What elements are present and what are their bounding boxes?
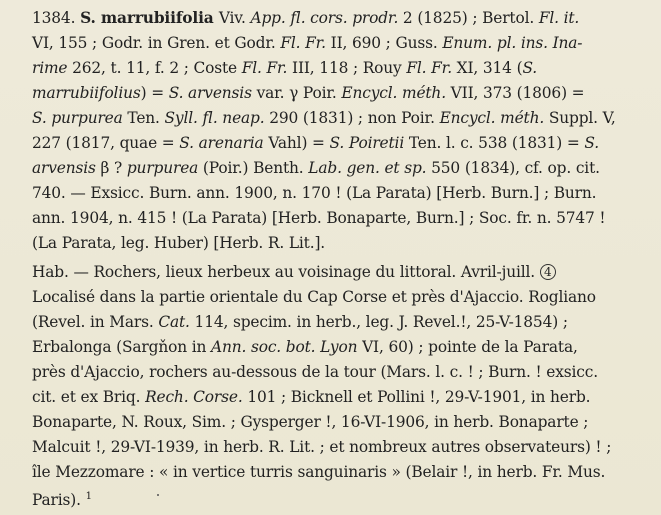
text-run: 227 (1817, quae = <box>32 134 180 152</box>
text-run: Rech. Corse. <box>145 388 243 406</box>
text-run: cit. et ex Briq. <box>32 388 146 406</box>
entry-line <box>32 233 325 253</box>
text-run: Vahl) = <box>263 134 330 152</box>
text-run: Lab. gen. et sp. <box>308 159 427 177</box>
text-run: β ? <box>95 159 127 177</box>
habitat-line <box>32 487 92 510</box>
entry-line <box>32 58 537 78</box>
text-run: Enum. pl. ins. Ina- <box>442 34 583 52</box>
habitat-line <box>32 262 556 282</box>
text-run: Erbalonga (Sargňon in <box>32 338 211 356</box>
text-run: purpurea <box>126 159 199 177</box>
entry-number: 1384. <box>32 9 81 27</box>
text-run: 550 (1834), cf. op. cit. <box>426 159 600 177</box>
text-run: Ten. l. c. 538 (1831) = <box>404 134 585 152</box>
text-run: II, 690 ; Guss. <box>325 34 443 52</box>
text-run: Fl. it. <box>538 9 580 27</box>
text-run: Hab. — Rochers, lieux herbeux au voisinage du littoral. Avril-juill. <box>32 263 540 281</box>
habitat-line <box>32 387 590 407</box>
text-run: rime <box>32 59 68 77</box>
entry-line <box>32 33 582 53</box>
entry-line <box>32 158 600 178</box>
text-run: S. <box>584 134 599 152</box>
habitat-line <box>32 462 605 482</box>
text-run: var. γ Poir. <box>251 84 342 102</box>
entry-line <box>32 183 596 203</box>
habitat-line <box>32 437 611 457</box>
text-run: 2 (1825) ; Bertol. <box>398 9 539 27</box>
text-run: S. Poiretii <box>329 134 405 152</box>
text-run: S. <box>522 59 538 77</box>
text-run: App. fl. cors. prodr. <box>250 9 399 27</box>
species-name: marrubiifolia <box>100 9 219 27</box>
text-run: 290 (1831) ; non Poir. <box>264 109 440 127</box>
text-run: Paris). <box>32 491 86 510</box>
text-run: 101 ; Bicknell et Pollini !, 29-V-1901, in herb. <box>242 388 591 406</box>
text-run: Encycl. méth. <box>341 84 446 102</box>
text-run: île Mezzomare : « in vertice turris sanguinaris » (Belair !, in herb. Fr. Mus. <box>32 463 606 481</box>
text-run: Localisé dans la partie orientale du Cap Corse et près d'Ajaccio. Rogliano <box>32 288 596 306</box>
text-run: arvensis <box>32 159 96 177</box>
text-run: Encycl. méth. <box>439 109 545 127</box>
text-run: VII, 373 (1806) = <box>445 84 585 102</box>
habitat-line <box>32 287 596 307</box>
text-run: S. arvensis <box>168 84 252 102</box>
text-run: Suppl. V, <box>544 109 616 127</box>
entry-line <box>32 208 605 228</box>
genus-abbrev: S. <box>80 9 101 27</box>
print-speck <box>157 494 159 496</box>
text-run: Malcuit !, 29-VI-1939, in herb. R. Lit. ; et nombreux autres observateurs) ! ; <box>32 438 612 456</box>
text-run: Ann. soc. bot. Lyon <box>210 338 358 356</box>
text-run: (Poir.) Benth. <box>198 159 309 177</box>
perennial-symbol-icon: 4 <box>540 264 556 280</box>
entry-line <box>32 108 616 128</box>
text-run: III, 118 ; Rouy <box>287 59 407 77</box>
text-run: Cat. <box>158 313 190 331</box>
entry-line <box>32 133 599 153</box>
text-run: S. purpurea <box>32 109 123 127</box>
text-run: Bonaparte, N. Roux, Sim. ; Gysperger !, 16-VI-1906, in herb. Bonaparte ; <box>32 413 589 431</box>
text-run: 740. — Exsicc. Burn. ann. 1900, n. 170 ! (La Parata) [Herb. Burn.] ; Burn. <box>32 184 597 202</box>
entry-line <box>32 83 584 103</box>
habitat-line <box>32 362 598 382</box>
entry-line <box>32 8 579 28</box>
habitat-line <box>32 337 578 357</box>
text-run: ann. 1904, n. 415 ! (La Parata) [Herb. Bonaparte, Burn.] ; Soc. fr. n. 5747 ! <box>32 209 606 227</box>
text-run: ) = <box>140 84 169 102</box>
text-run: 114, specim. in herb., leg. J. Revel.!, 25-V-1854) ; <box>189 313 568 331</box>
text-run: Fl. Fr. <box>241 59 288 77</box>
text-run: (La Parata, leg. Huber) [Herb. R. Lit.]. <box>32 234 326 252</box>
text-run: VI, 155 ; Godr. in Gren. et Godr. <box>32 34 281 52</box>
footnote-marker: 1 <box>85 491 92 502</box>
text-run: Fl. Fr. <box>280 34 326 52</box>
text-run: Fl. Fr. <box>406 59 452 77</box>
text-run: (Revel. in Mars. <box>32 313 159 331</box>
text-run: Viv. <box>218 9 251 27</box>
text-run: VI, 60) ; pointe de la Parata, <box>357 338 578 356</box>
text-run: marrubiifolius <box>32 84 141 102</box>
text-run: S. arenaria <box>179 134 264 152</box>
text-run: Syll. fl. neap. <box>164 109 265 127</box>
habitat-line <box>32 412 588 432</box>
text-run: près d'Ajaccio, rochers au-dessous de la tour (Mars. l. c. ! ; Burn. ! exsicc. <box>32 363 598 381</box>
text-run: Ten. <box>122 109 165 127</box>
text-run: XI, 314 ( <box>451 59 523 77</box>
habitat-line <box>32 312 568 332</box>
text-run: 262, t. 11, f. 2 ; Coste <box>67 59 242 77</box>
